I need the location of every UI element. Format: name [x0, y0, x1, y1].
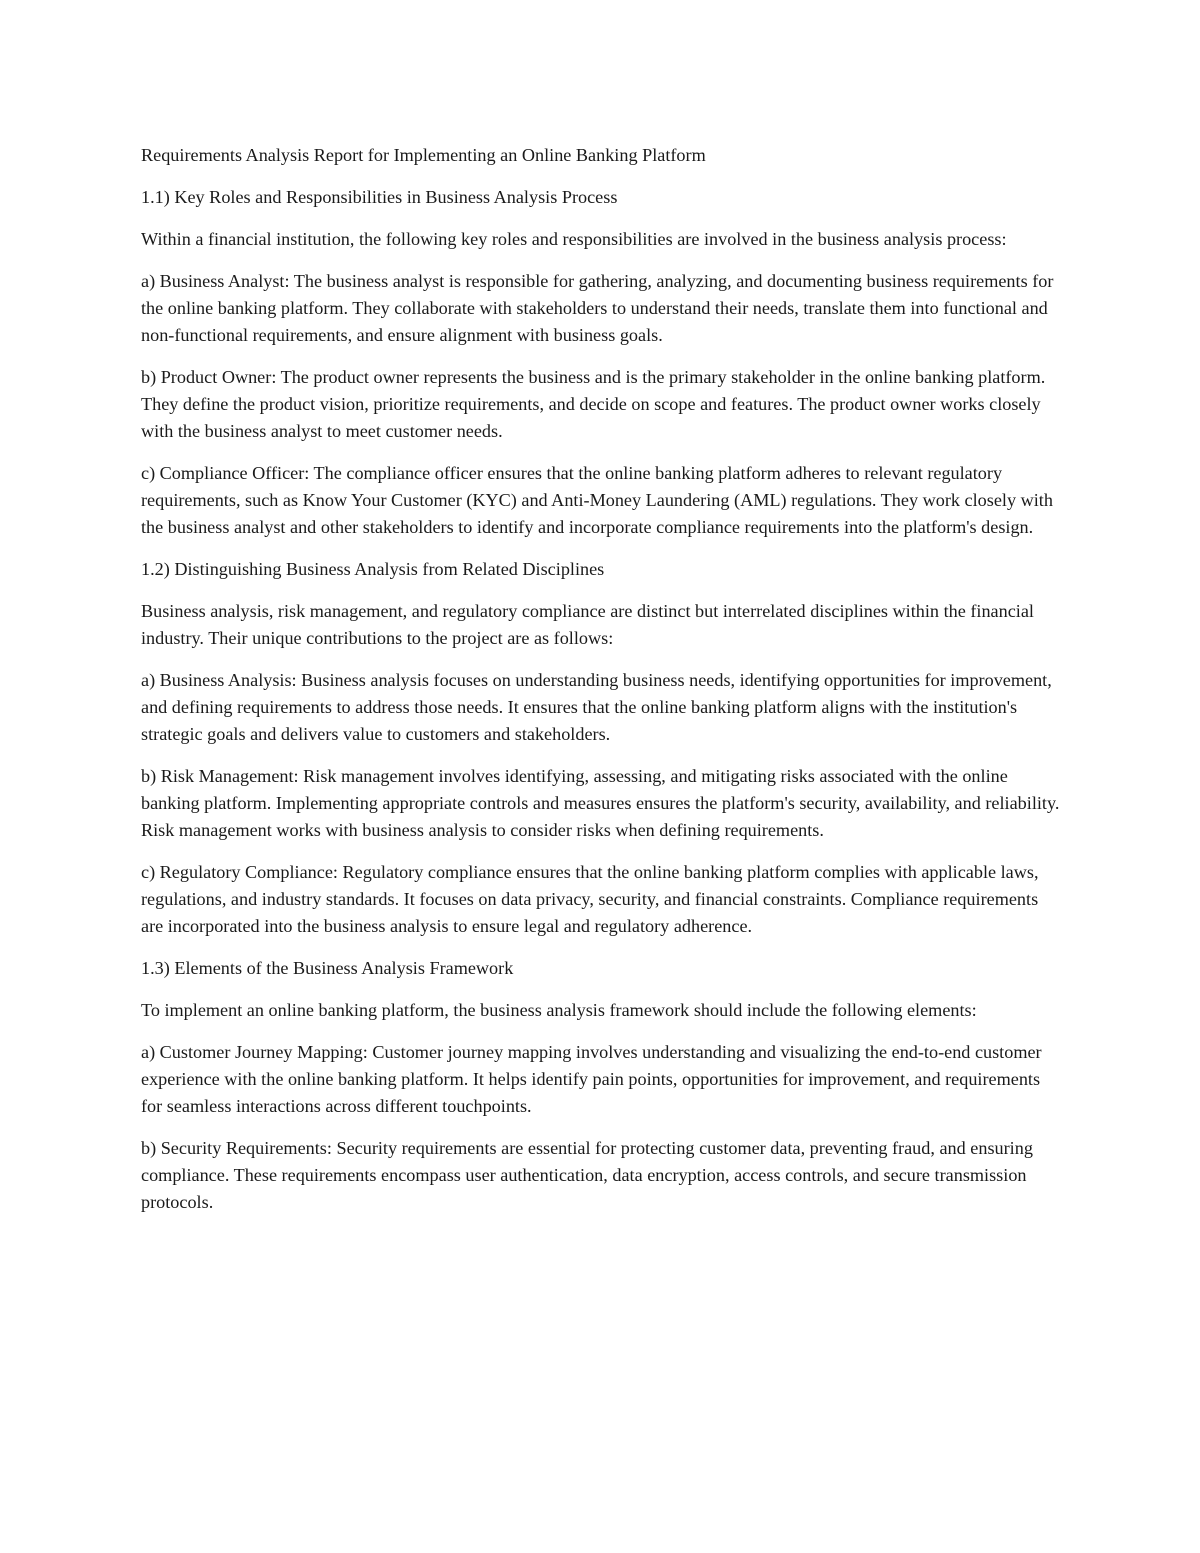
element-customer-journey-mapping: a) Customer Journey Mapping: Customer journey mapping involves understanding and visualizing the end-to-end customer experience with the online banking platform. It helps identify pain points, opportunities for improvement, and requirements for seamless interactions across different touchpoints. — [141, 1042, 1042, 1116]
section-heading-1-2: 1.2) Distinguishing Business Analysis from Related Disciplines — [141, 559, 605, 579]
role-compliance-officer: c) Compliance Officer: The compliance officer ensures that the online banking platform adheres to relevant regulatory requirements, such as Know Your Customer (KYC) and Anti-Money Laundering (AML) regulations. They work closely with the business analyst and other stakeholders to identify and incorporate compliance requirements into the platform's design. — [141, 463, 1053, 537]
section-heading-1-3: 1.3) Elements of the Business Analysis Framework — [141, 958, 514, 978]
section-intro-1-1: Within a financial institution, the following key roles and responsibilities are involved in the business analysis process: — [141, 229, 1007, 249]
discipline-risk-management: b) Risk Management: Risk management involves identifying, assessing, and mitigating risks associated with the online banking platform. Implementing appropriate controls and measures ensures the platform's security, availability, and reliability. Risk management works with business analysis to consider risks when defining requirements. — [141, 766, 1060, 840]
discipline-business-analysis: a) Business Analysis: Business analysis focuses on understanding business needs, identifying opportunities for improvement, and defining requirements to address those needs. It ensures that the online banking platform aligns with the institution's strategic goals and delivers value to customers and stakeholders. — [141, 670, 1052, 744]
element-security-requirements: b) Security Requirements: Security requirements are essential for protecting customer data, preventing fraud, and ensuring compliance. These requirements encompass user authentication, data encryption, access controls, and secure transmission protocols. — [141, 1138, 1033, 1212]
role-business-analyst: a) Business Analyst: The business analyst is responsible for gathering, analyzing, and documenting business requirements for the online banking platform. They collaborate with stakeholders to understand their needs, translate them into functional and non-functional requirements, and ensure alignment with business goals. — [141, 271, 1054, 345]
role-product-owner: b) Product Owner: The product owner represents the business and is the primary stakeholder in the online banking platform. They define the product vision, prioritize requirements, and decide on scope and features. The product owner works closely with the business analyst to meet customer needs. — [141, 367, 1046, 441]
section-intro-1-3: To implement an online banking platform, the business analysis framework should include the following elements: — [141, 1000, 977, 1020]
document-body — [141, 142, 1061, 1231]
section-intro-1-2: Business analysis, risk management, and regulatory compliance are distinct but interrelated disciplines within the financial industry. Their unique contributions to the project are as follows: — [141, 601, 1034, 648]
section-heading-1-1: 1.1) Key Roles and Responsibilities in Business Analysis Process — [141, 187, 618, 207]
discipline-regulatory-compliance: c) Regulatory Compliance: Regulatory compliance ensures that the online banking platform complies with applicable laws, regulations, and industry standards. It focuses on data privacy, security, and financial constraints. Compliance requirements are incorporated into the business analysis to ensure legal and regulatory adherence. — [141, 862, 1039, 936]
document-title: Requirements Analysis Report for Implementing an Online Banking Platform — [141, 145, 706, 165]
